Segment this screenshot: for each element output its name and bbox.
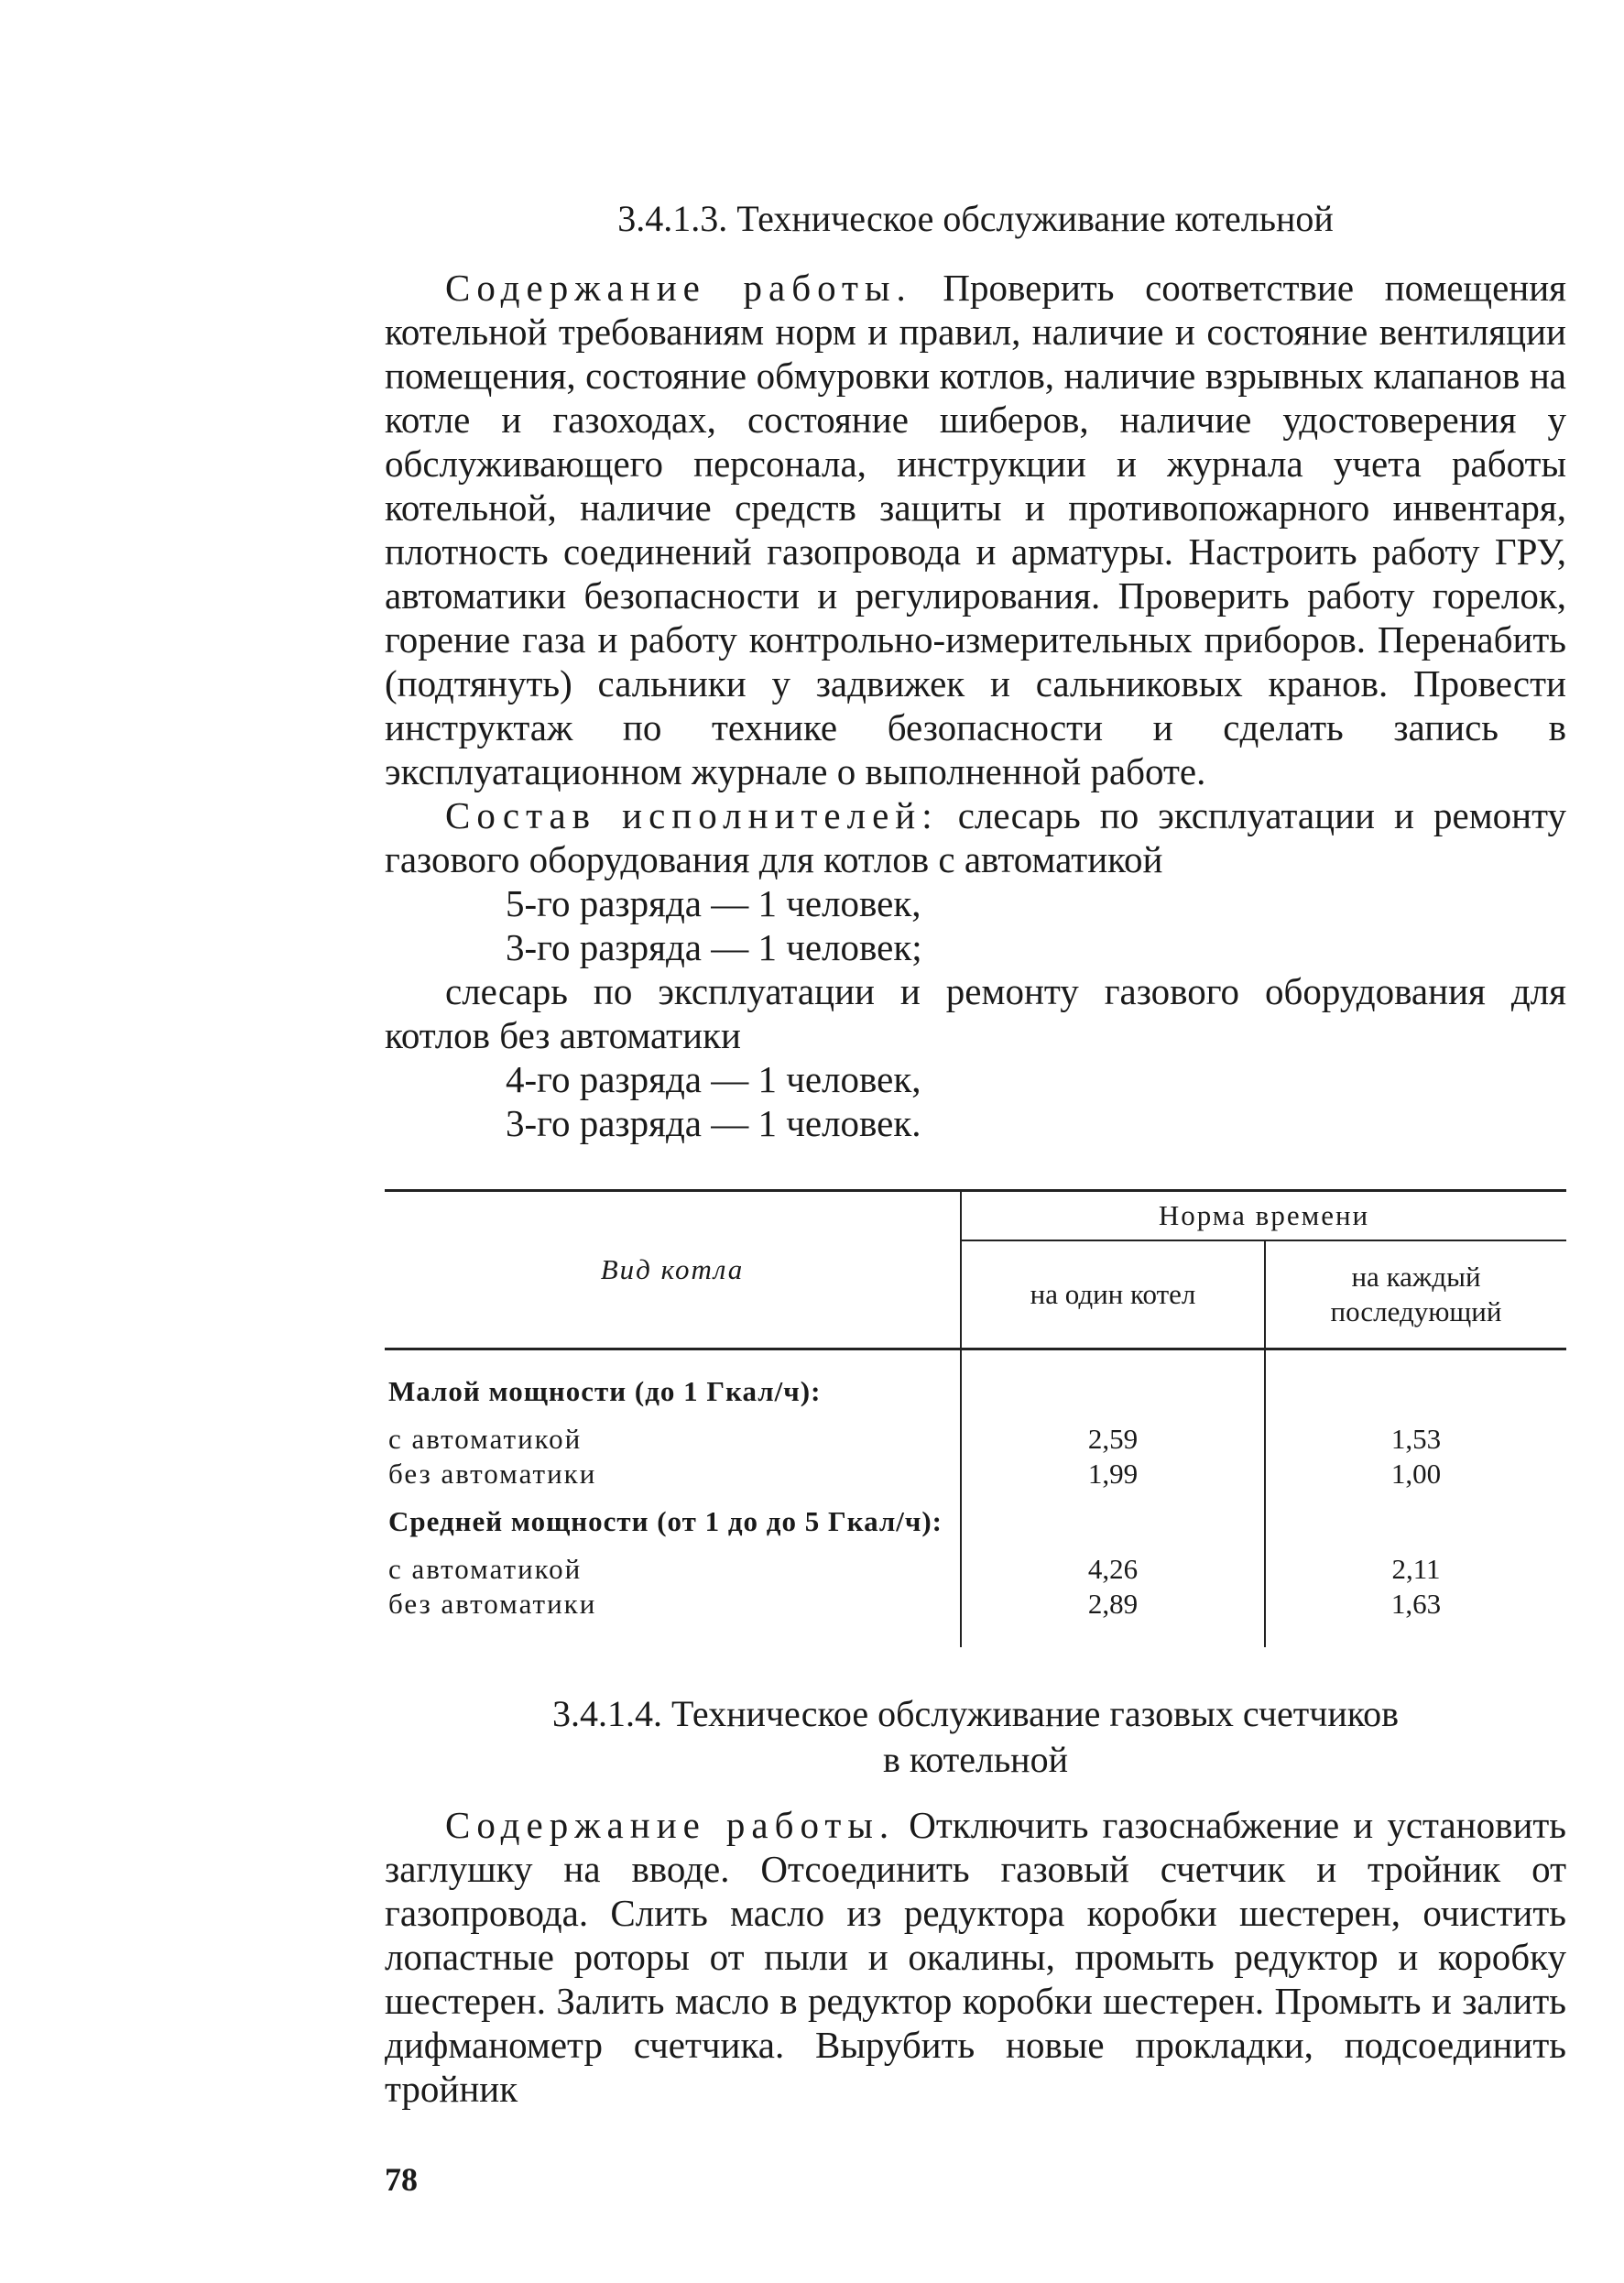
row-name: без автоматики [385,1587,961,1622]
norm-first: 4,26 [961,1552,1265,1587]
section-title-boiler-room: 3.4.1.3. Техническое обслуживание котельной [617,198,1334,239]
column-header-each-next: на каждый последующий [1330,1261,1502,1327]
table-row [385,1587,1566,1622]
table-row [385,1422,1566,1457]
norm-next: 1,00 [1390,1458,1442,1490]
row-name: с автоматикой [385,1552,961,1587]
column-header-time-norm: Норма времени [961,1191,1566,1241]
staff-paragraph-2: слесарь по эксплуатации и ремонту газового оборудования для котлов без автоматики [385,970,1566,1056]
group-label: Малой мощности (до 1 Гкал/ч): [385,1374,961,1409]
column-header-boiler-kind: Вид котла [385,1191,961,1349]
norm-next: 1,63 [1390,1588,1442,1620]
staff-rank: 3-го разряда — 1 человек; [506,926,922,968]
norm-first: 1,99 [961,1457,1265,1491]
norm-first: 2,59 [961,1422,1265,1457]
meters-content-text: Отключить газоснабжение и установить заглушку на вводе. Отсоединить газовый счетчик и тройник от газопровода. Слить масло из редуктора коробки шестерен, очистить лопастные роторы от пыли и окалины, промыть редуктор и коробку шестерен. Залить масло в редуктор коробки шестерен. Промыть и залить дифманометр счетчика. Вырубить новые прокладки, подсоединить тройник [385,1804,1567,2110]
group-label: Средней мощности (от 1 до до 5 Гкал/ч): [385,1504,961,1539]
page [385,0,1566,2111]
row-name: без автоматики [385,1457,961,1491]
work-content-paragraph [385,266,1566,793]
meters-content-label: Содержание работы. [445,1804,896,1846]
column-header-first-boiler: на один котел [961,1240,1265,1349]
section-title-gas-meters [385,1691,1566,1783]
meters-content-paragraph [385,1803,1566,2111]
norm-first: 2,89 [961,1587,1265,1622]
norm-next: 2,11 [1391,1553,1441,1585]
norm-next: 1,53 [1390,1423,1442,1455]
work-content-label: Содержание работы. [445,267,912,309]
page-number: 78 [385,2161,418,2198]
table-row [385,1457,1566,1491]
row-name: с автоматикой [385,1422,961,1457]
staff-label: Состав исполнителей: [445,794,939,836]
time-norms-table [385,1189,1566,1647]
table-group-row [385,1504,1566,1539]
staff-paragraph [385,793,1566,881]
section-title-line-2: в котельной [882,1739,1068,1780]
section-title-line-1: 3.4.1.4. Техническое обслуживание газовых счетчиков [551,1693,1400,1734]
staff-rank: 4-го разряда — 1 человек, [506,1058,921,1100]
work-content-text: Проверить соответствие помещения котельной требованиям норм и правил, наличие и состояние вентиляции помещения, состояние обмуровки котлов, наличие взрывных клапанов на котле и газоходах, состояние шиберов, наличие удостоверения у обслуживающего персонала, инструкции и журнала учета работы котельной, наличие средств защиты и противопожарного инвентаря, плотность соединений газопровода и арматуры. Настроить работу ГРУ, автоматики безопасности и регулирования. Проверить работу горелок, горение газа и работу контрольно-измерительных приборов. Перенабить (подтянуть) сальники у задвижек и сальниковых кранов. Провести инструктаж по технике безопасности и сделать запись в эксплуатационном журнале о выполненной работе. [385,267,1567,792]
staff-rank: 5-го разряда — 1 человек, [506,882,921,924]
table-group-row [385,1374,1566,1409]
table-row [385,1552,1566,1587]
staff-text: слесарь по эксплуатации и ремонту газового оборудования для котлов с автоматикой [385,794,1567,880]
staff-rank: 3-го разряда — 1 человек. [506,1102,921,1144]
